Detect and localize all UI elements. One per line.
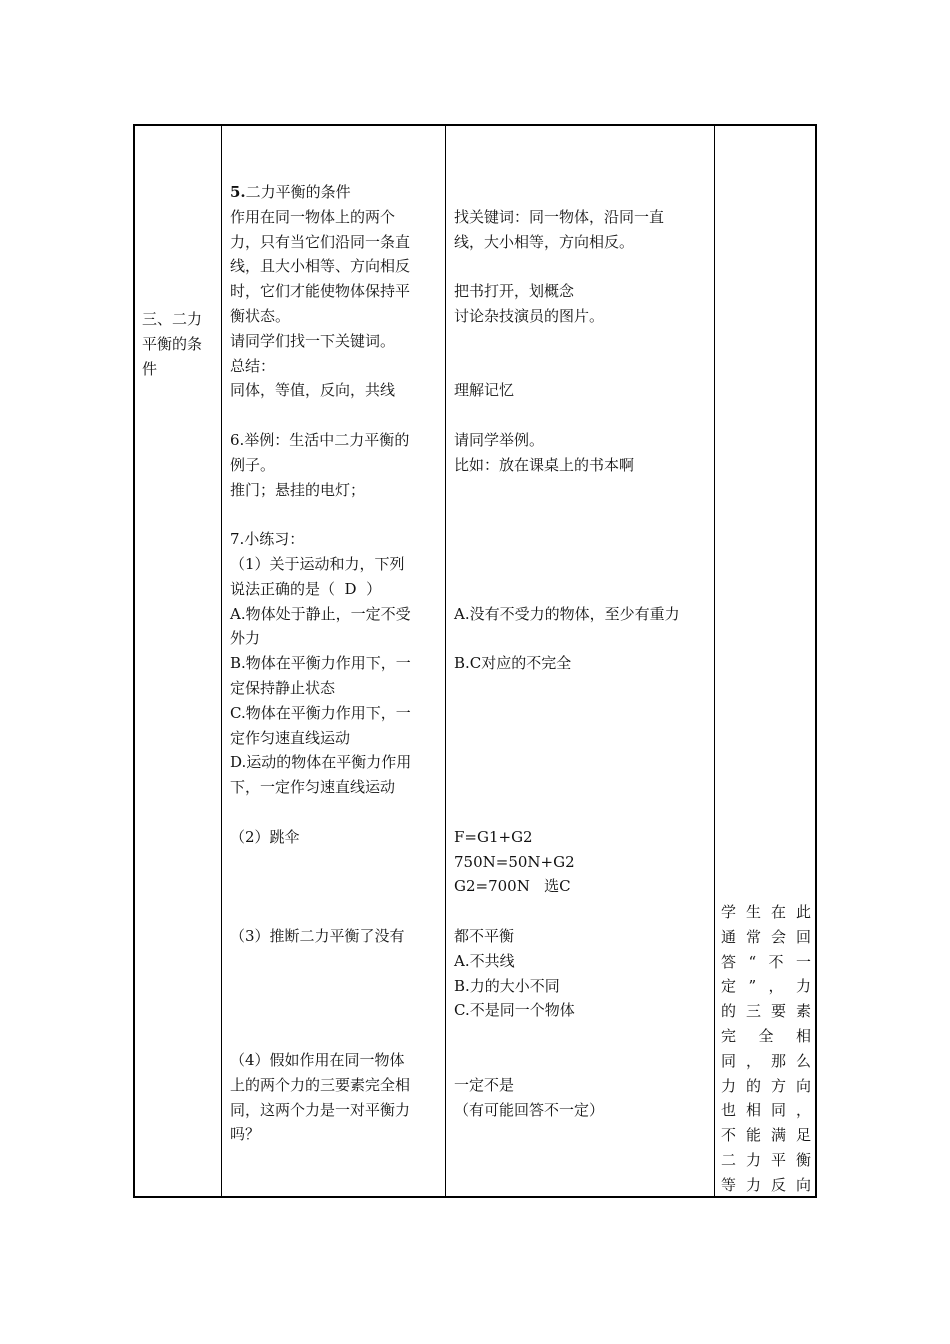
teacher-text-line: 同，这两个力是一对平衡力	[230, 1100, 411, 1119]
note-text-line: 不能满足	[721, 1126, 811, 1145]
heading-text: 二力平衡的条件	[245, 183, 351, 201]
note-text-line: 的三要素	[721, 1002, 811, 1021]
student-activity-cell	[446, 126, 714, 1196]
teacher-text-line: 例子。	[230, 455, 276, 474]
section-title-cell	[135, 126, 221, 1196]
teacher-text-line: 作用在同一物体上的两个	[230, 207, 396, 226]
heading-line	[230, 180, 351, 205]
student-text-line: 把书打开，划概念	[454, 282, 575, 301]
teacher-text-line: 同体，等值，反向，共线	[230, 381, 396, 400]
student-text-line: G2=700N 选C	[454, 877, 571, 896]
heading-number: 5.	[230, 183, 246, 201]
teacher-text-line: （4）假如作用在同一物体	[230, 1051, 405, 1069]
teacher-text-line: 定作匀速直线运动	[230, 728, 351, 747]
teacher-text-line: C.物体在平衡力作用下，一	[230, 703, 411, 722]
teacher-text-line: 外力	[230, 629, 261, 648]
note-text-line: 二力平衡	[721, 1151, 811, 1169]
teacher-text-line: （3）推断二力平衡了没有	[230, 927, 405, 945]
student-text-line: 讨论杂技演员的图片。	[454, 307, 605, 325]
lesson-table	[133, 124, 817, 1198]
note-text-line: 定”，力	[721, 977, 811, 996]
note-text-line: 也相同，	[721, 1101, 811, 1120]
note-text-line: 学生在此	[721, 903, 811, 921]
student-text-line: C.不是同一个物体	[454, 1001, 575, 1020]
teacher-text-line: （1）关于运动和力，下列	[230, 555, 405, 573]
teacher-text-line: 定保持静止状态	[230, 679, 336, 697]
teacher-text-line: 请同学们找一下关键词。	[230, 331, 396, 350]
student-text-line: B.C对应的不完全	[454, 654, 572, 673]
teacher-text-line: 上的两个力的三要素完全相	[230, 1075, 411, 1094]
student-text-line: A.不共线	[454, 951, 515, 970]
student-text-line: 一定不是	[454, 1075, 515, 1094]
note-text-line: 同，那么	[721, 1051, 811, 1070]
note-text-line: 力的方向	[721, 1076, 811, 1095]
section-title-line: 平衡的条	[142, 334, 203, 353]
section-title-line: 三、二力	[142, 310, 203, 328]
teacher-text-line: 时，它们才能使物体保持平	[230, 282, 411, 301]
student-text-line: B.力的大小不同	[454, 976, 560, 995]
teacher-text-line: 6.举例：生活中二力平衡的	[230, 431, 410, 449]
student-text-line: 750N=50N+G2	[454, 852, 575, 871]
student-text-line: （有可能回答不一定）	[454, 1100, 605, 1119]
teacher-text-line: 总结：	[230, 356, 276, 375]
student-text-line: F=G1+G2	[454, 827, 533, 846]
teacher-text-line: 说法正确的是（ D ）	[230, 579, 382, 598]
student-text-line: 都不平衡	[454, 927, 515, 945]
note-text-line: 通常会回	[721, 927, 811, 946]
student-text-line: A.没有不受力的物体，至少有重力	[454, 604, 680, 623]
teacher-text-line: 衡状态。	[230, 307, 291, 325]
note-text-line: 等力反向	[721, 1175, 811, 1194]
section-title-line: 件	[142, 359, 158, 378]
teacher-text-line: B.物体在平衡力作用下，一	[230, 654, 411, 673]
teacher-text-line: A.物体处于静止，一定不受	[230, 604, 411, 623]
teacher-text-line: 推门；悬挂的电灯；	[230, 480, 366, 499]
teacher-text-line: D.运动的物体在平衡力作用	[230, 753, 412, 772]
note-text-line: 答“不一	[721, 952, 811, 971]
student-text-line: 比如：放在课桌上的书本啊	[454, 455, 635, 474]
student-text-line: 线，大小相等，方向相反。	[454, 232, 635, 251]
note-text-line: 完全相	[721, 1027, 811, 1045]
student-text-line: 请同学举例。	[454, 431, 545, 449]
note-cell	[715, 126, 817, 1196]
teacher-text-line: 力，只有当它们沿同一条直	[230, 232, 411, 251]
teacher-text-line: 下，一定作匀速直线运动	[230, 778, 396, 797]
student-text-line: 理解记忆	[454, 381, 515, 400]
teacher-activity-cell	[222, 126, 445, 1196]
teacher-text-line: 吗？	[230, 1125, 261, 1144]
student-text-line: 找关键词：同一物体，沿同一直	[454, 207, 665, 226]
teacher-text-line: （2）跳伞	[230, 827, 300, 846]
teacher-text-line: 线，且大小相等、方向相反	[230, 257, 411, 276]
teacher-text-line: 7.小练习：	[230, 530, 305, 549]
